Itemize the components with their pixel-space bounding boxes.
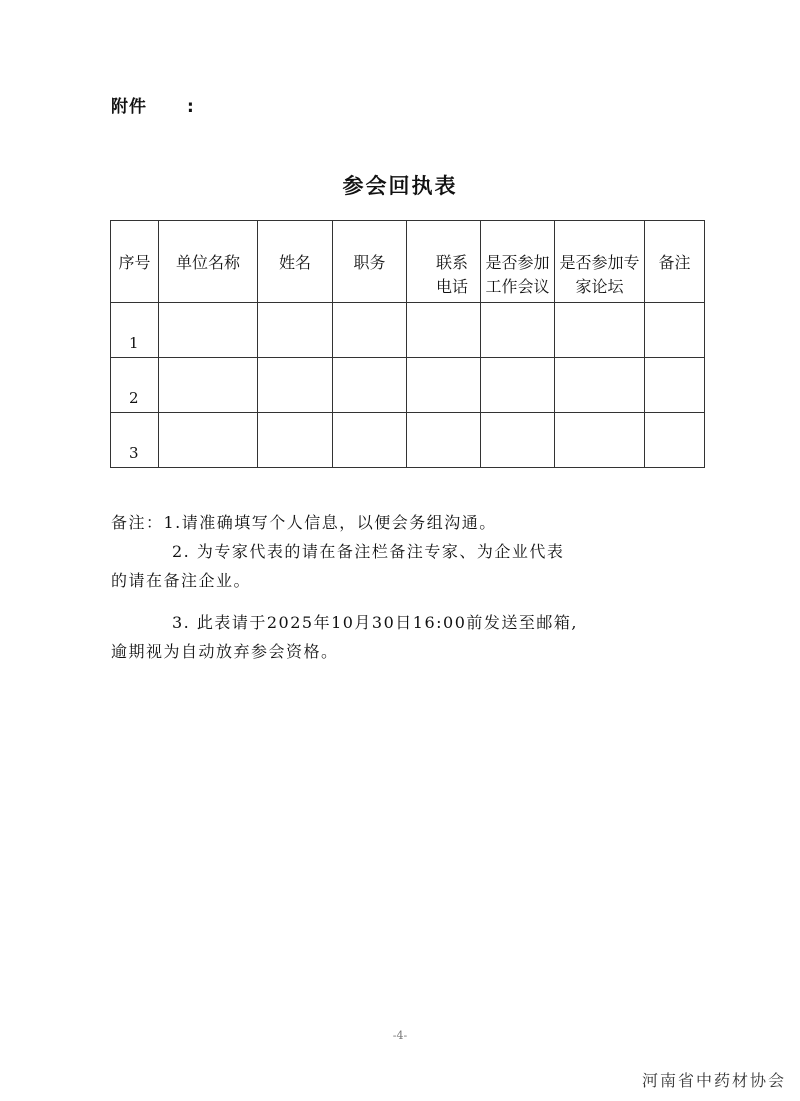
cell-name[interactable] bbox=[258, 358, 333, 413]
table-row bbox=[111, 358, 705, 413]
cell-phone[interactable] bbox=[407, 358, 481, 413]
cell-unit-name[interactable] bbox=[159, 303, 258, 358]
row-index: 3 bbox=[111, 413, 159, 468]
cell-position[interactable] bbox=[333, 303, 407, 358]
cell-work-meeting[interactable] bbox=[481, 358, 555, 413]
cell-position[interactable] bbox=[333, 413, 407, 468]
header-attend-expert-forum: 是否参加专 家论坛 bbox=[555, 221, 645, 303]
cell-work-meeting[interactable] bbox=[481, 303, 555, 358]
receipt-table bbox=[110, 220, 705, 468]
notes-section bbox=[111, 508, 671, 666]
note-3-line-2: 逾期视为自动放弃参会资格。 bbox=[111, 642, 339, 661]
note-3-line-1: 3. 此表请于2025年10月30日16:00前发送至邮箱, bbox=[172, 613, 578, 632]
cell-remarks[interactable] bbox=[645, 303, 705, 358]
header-name: 姓名 bbox=[258, 221, 333, 303]
attachment-colon: : bbox=[187, 97, 195, 117]
header-remarks: 备注 bbox=[645, 221, 705, 303]
cell-name[interactable] bbox=[258, 303, 333, 358]
cell-unit-name[interactable] bbox=[159, 413, 258, 468]
attachment-label bbox=[111, 92, 195, 117]
table-header-row bbox=[111, 221, 705, 303]
note-1: 备注：1.请准确填写个人信息，以便会务组沟通。 bbox=[111, 513, 497, 532]
cell-remarks[interactable] bbox=[645, 413, 705, 468]
attachment-text: 附件 bbox=[111, 97, 147, 117]
cell-expert-forum[interactable] bbox=[555, 358, 645, 413]
cell-position[interactable] bbox=[333, 358, 407, 413]
page-number: -4- bbox=[392, 1029, 408, 1042]
cell-name[interactable] bbox=[258, 413, 333, 468]
cell-work-meeting[interactable] bbox=[481, 413, 555, 468]
table-row bbox=[111, 413, 705, 468]
header-attend-work-meeting: 是否参加 工作会议 bbox=[481, 221, 555, 303]
header-phone: 联系 电话 bbox=[407, 221, 481, 303]
row-index: 1 bbox=[111, 303, 159, 358]
cell-expert-forum[interactable] bbox=[555, 303, 645, 358]
header-position: 职务 bbox=[333, 221, 407, 303]
footer-organization: 河南省中药材协会 bbox=[641, 1071, 786, 1090]
note-2-line-2: 的请在备注企业。 bbox=[111, 571, 252, 590]
cell-expert-forum[interactable] bbox=[555, 413, 645, 468]
cell-phone[interactable] bbox=[407, 303, 481, 358]
header-seq: 序号 bbox=[111, 221, 159, 303]
header-unit-name: 单位名称 bbox=[159, 221, 258, 303]
note-2-line-1: 2. 为专家代表的请在备注栏备注专家、为企业代表 bbox=[172, 542, 565, 561]
row-index: 2 bbox=[111, 358, 159, 413]
document-title: 参会回执表 bbox=[342, 174, 458, 198]
cell-phone[interactable] bbox=[407, 413, 481, 468]
table-row bbox=[111, 303, 705, 358]
cell-unit-name[interactable] bbox=[159, 358, 258, 413]
cell-remarks[interactable] bbox=[645, 358, 705, 413]
